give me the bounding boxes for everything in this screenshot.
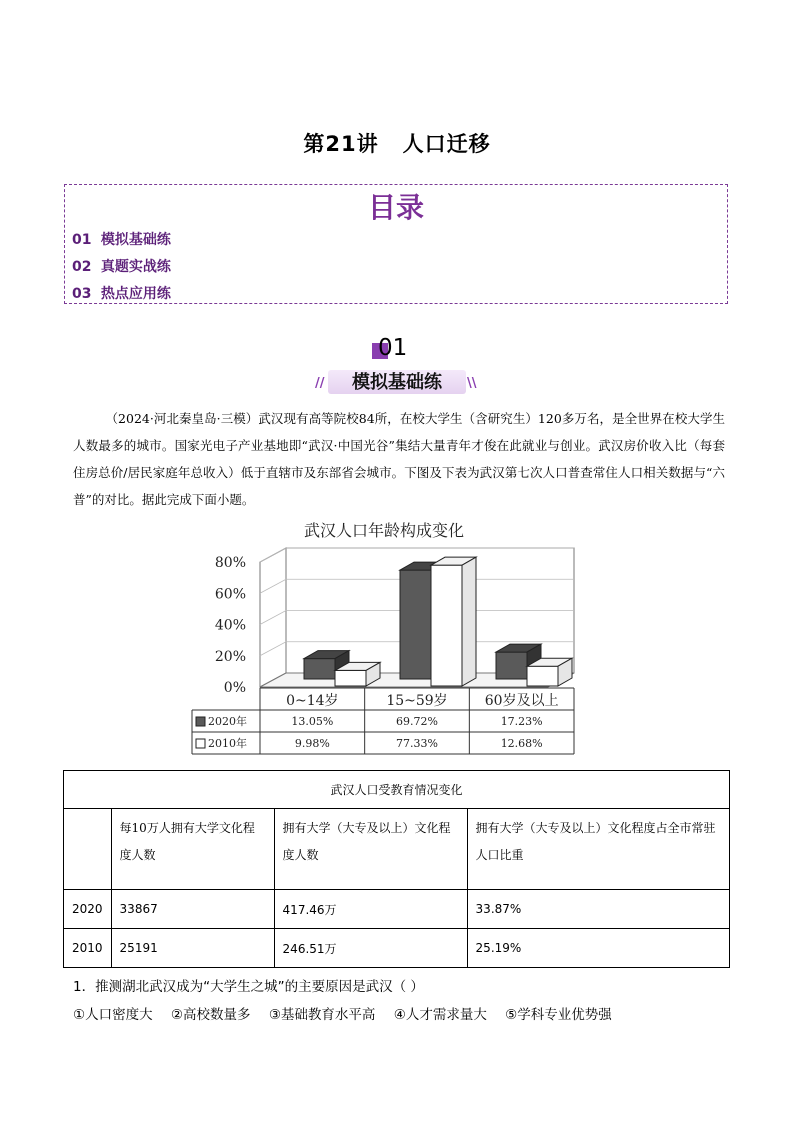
bar-side <box>462 557 476 686</box>
toc-item-number: 03 <box>72 286 92 302</box>
data-label: 69.72% <box>396 715 438 728</box>
section-label: 模拟基础练 <box>352 372 442 393</box>
right-slash-decoration: \\ <box>467 376 477 391</box>
legend-label: 2010年 <box>208 737 247 750</box>
left-slash-decoration: // <box>315 376 325 391</box>
question-options <box>73 1003 626 1023</box>
toc-item-label: 模拟基础练 <box>100 232 171 248</box>
y-tick-label: 20% <box>214 648 246 665</box>
data-label: 12.68% <box>500 737 543 750</box>
x-category-label: 15~59岁 <box>386 693 448 709</box>
toc-item[interactable] <box>72 256 171 276</box>
table-header-cell: 拥有大学（大专及以上）文化程度占全市常驻人口比重 <box>467 809 729 890</box>
table-cell: 2010 <box>64 929 112 968</box>
table-header-cell <box>64 809 112 890</box>
bar-front <box>304 659 335 679</box>
bar-front <box>431 565 462 686</box>
y-tick-label: 80% <box>214 555 246 571</box>
toc-item-label: 热点应用练 <box>100 286 171 302</box>
toc-item[interactable] <box>72 283 171 303</box>
option-item[interactable]: ④人才需求量大 <box>393 1007 487 1023</box>
education-table <box>63 770 730 968</box>
table-of-contents <box>64 184 728 304</box>
section-number: 01 <box>378 335 408 361</box>
table-cell: 2020 <box>64 890 112 929</box>
option-item[interactable]: ⑤学科专业优势强 <box>505 1007 612 1023</box>
y-tick-label: 0% <box>223 680 246 696</box>
bar-front <box>527 666 558 686</box>
bar-front <box>496 652 527 679</box>
legend-label: 2020年 <box>208 715 247 728</box>
toc-item[interactable] <box>72 229 171 249</box>
toc-item-label: 真题实战练 <box>100 259 171 275</box>
chart-data-table <box>192 688 574 754</box>
bar-front <box>400 570 431 679</box>
bar <box>431 557 476 686</box>
option-item[interactable]: ①人口密度大 <box>73 1007 153 1023</box>
passage-text: （2024·河北秦皇岛·三模）武汉现有高等院校84所，在校大学生（含研究生）120多万名，是全世界在校大学生人数最多的城市。国家光电子产业基地即“武汉·中国光谷”集结大量青年才俊在此就业与创业。武汉房价收入比（每套住房总价/居民家庭年总收入）低于直辖市及东部省会城市。下图及下表为武汉第七次人口普查常住人口相关数据与“六普”的对比。据此完成下面小题。 <box>73 411 725 507</box>
section-badge <box>312 335 482 397</box>
y-tick-label: 60% <box>214 586 246 603</box>
table-cell: 25.19% <box>467 929 729 968</box>
table-caption: 武汉人口受教育情况变化 <box>64 771 730 809</box>
page-title <box>0 128 794 158</box>
x-category-label: 0~14岁 <box>286 693 339 709</box>
data-label: 9.98% <box>294 737 330 750</box>
option-item[interactable]: ③基础教育水平高 <box>268 1007 376 1023</box>
option-item[interactable]: ②高校数量多 <box>170 1007 251 1023</box>
x-category-label: 60岁及以上 <box>484 693 559 709</box>
lecture-topic: 人口迁移 <box>402 132 491 156</box>
table-cell: 33.87% <box>467 890 729 929</box>
table-row <box>64 929 730 968</box>
table-cell: 246.51万 <box>274 929 467 968</box>
y-tick-label: 40% <box>214 617 246 634</box>
toc-item-number: 02 <box>72 259 92 275</box>
age-structure-chart <box>190 515 590 765</box>
legend-swatch <box>196 739 205 748</box>
bar <box>527 658 572 686</box>
legend-swatch <box>196 717 205 726</box>
table-cell: 33867 <box>111 890 274 929</box>
table-header-cell: 每10万人拥有大学文化程度人数 <box>111 809 274 890</box>
table-row <box>64 890 730 929</box>
lecture-number: 第21讲 <box>303 132 379 156</box>
table-cell: 25191 <box>111 929 274 968</box>
toc-item-number: 01 <box>72 232 92 248</box>
question-stem: 1．推测湖北武汉成为“大学生之城”的主要原因是武汉（ ） <box>73 979 424 995</box>
toc-heading: 目录 <box>367 191 424 224</box>
data-label: 77.33% <box>396 737 438 750</box>
table-header-cell: 拥有大学（大专及以上）文化程度人数 <box>274 809 467 890</box>
table-cell: 417.46万 <box>274 890 467 929</box>
data-label: 17.23% <box>500 715 543 728</box>
data-label: 13.05% <box>291 715 334 728</box>
bar-front <box>335 670 366 686</box>
chart-title: 武汉人口年龄构成变化 <box>303 521 465 540</box>
